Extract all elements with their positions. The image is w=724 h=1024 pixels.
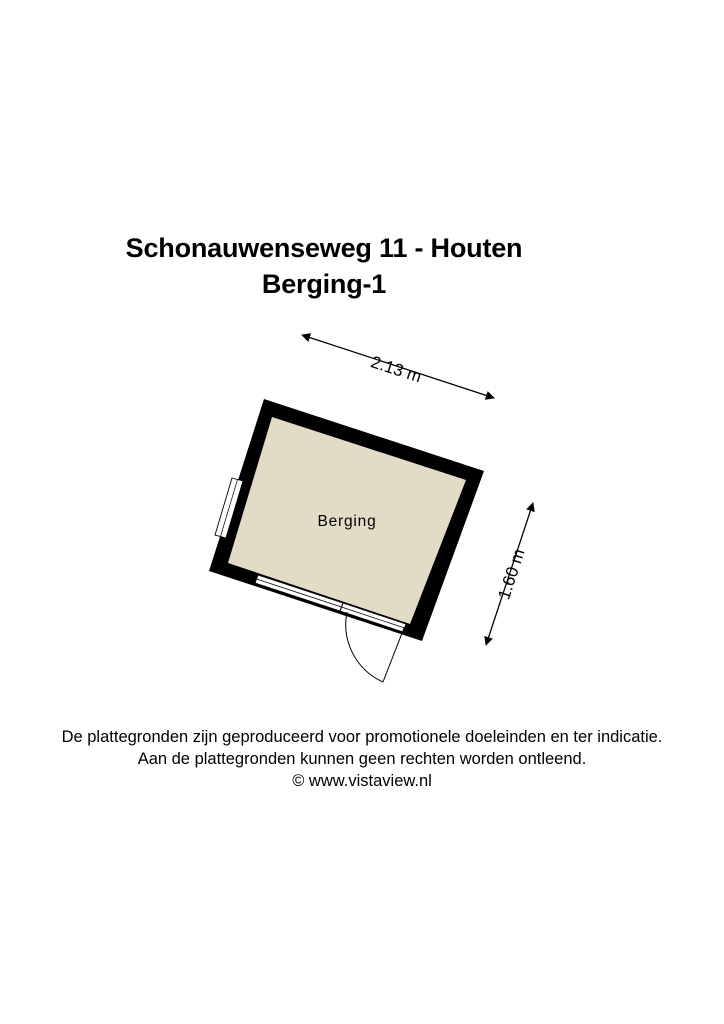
room-label: Berging [317, 513, 377, 530]
width-dimension-label: 2.13 m [368, 352, 424, 387]
disclaimer-line-1: De plattegronden zijn geproduceerd voor promotionele doeleinden en ter indicatie. [61, 728, 663, 746]
plan-floor-title: Berging-1 [261, 269, 387, 299]
depth-dimension-label: 1.60 m [494, 546, 529, 602]
copyright-line: © www.vistaview.nl [292, 772, 432, 790]
disclaimer-line-2: Aan de plattegronden kunnen geen rechten worden ontleend. [137, 750, 587, 768]
plan-address-title: Schonauwenseweg 11 - Houten [125, 233, 523, 263]
